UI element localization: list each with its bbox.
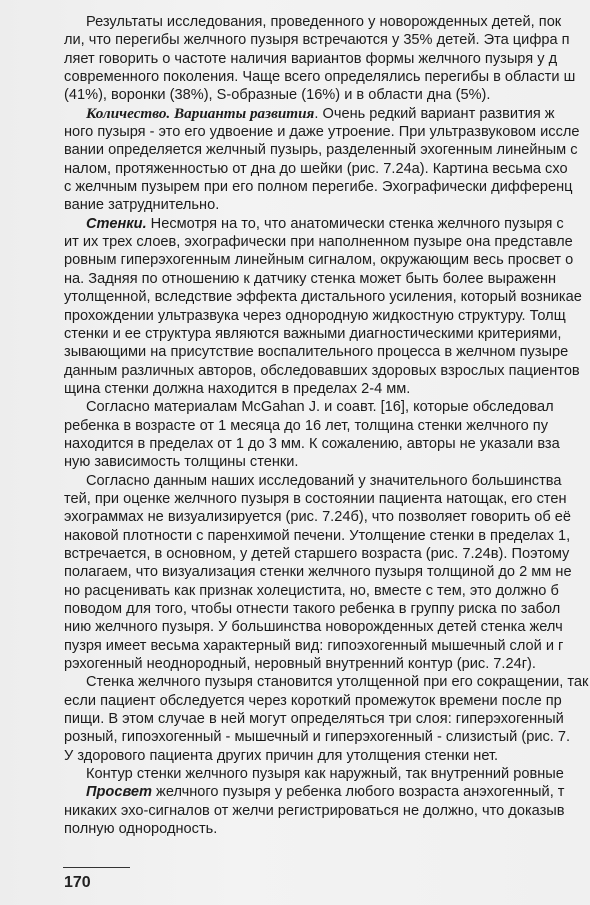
text-line: [64, 783, 590, 801]
line-text: розный, гипоэхогенный - мышечный и гиперэхогенный - слизистый (рис. 7.: [64, 729, 571, 746]
line-text: наковой плотности с паренхимой печени. Утолщение стенки в пределах 1,: [64, 527, 571, 544]
line-text: полную однородность.: [64, 821, 218, 838]
text-line: [64, 13, 590, 31]
text-line: [64, 728, 590, 746]
text-line: [64, 655, 590, 673]
footer-rule: [63, 867, 130, 868]
text-line: [64, 508, 590, 526]
text-line: [64, 233, 590, 251]
text-line: [64, 270, 590, 288]
line-text: вание затруднительно.: [64, 197, 220, 214]
line-text: зывающими на присутствие воспалительного процесса в желчном пузыре: [64, 344, 569, 361]
line-text: (41%), воронки (38%), S-образные (16%) и в области дна (5%).: [64, 87, 491, 104]
line-text: полагаем, что визуализация стенки желчного пузыря толщиной до 2 мм не: [64, 564, 572, 581]
text-line: [64, 178, 590, 196]
text-line: [64, 398, 590, 416]
text-line: [64, 123, 590, 141]
text-line: [64, 747, 590, 765]
line-text: рэхогенный неоднородный, неровный внутренний контур (рис. 7.24г).: [64, 656, 536, 673]
section-heading: Количество. Варианты развития: [86, 104, 315, 122]
line-text: данным различных авторов, обследовавших здоровых взрослых пациентов: [64, 362, 580, 379]
line-text: пищи. В этом случае в ней могут определяться три слоя: гиперэхогенный: [64, 711, 564, 728]
line-text: Согласно данным наших исследований у значительного большинства: [86, 472, 562, 489]
text-line: [64, 343, 590, 361]
line-text: . Очень редкий вариант развития ж: [314, 105, 555, 122]
line-text: встречается, в основном, у детей старшего возраста (рис. 7.24в). Поэтому: [64, 545, 570, 562]
line-text: тей, при оценке желчного пузыря в состоянии пациента натощак, его стен: [64, 490, 567, 507]
text-line: [64, 765, 590, 783]
text-line: [64, 380, 590, 398]
text-line: [64, 802, 590, 820]
text-line: [64, 307, 590, 325]
text-line: [64, 637, 590, 655]
line-text: пузря имеет весьма характерный вид: гипоэхогенный мышечный слой и г: [64, 637, 564, 654]
text-line: [64, 527, 590, 545]
line-text: на. Задняя по отношению к датчику стенка может быть более выраженн: [64, 270, 557, 287]
text-line: [64, 618, 590, 636]
text-line: [64, 600, 590, 618]
line-text: ит их трех слоев, эхографически при наполненном пузыре она представле: [64, 234, 573, 251]
line-text: прохождении ультразвука через однородную жидкостную структуру. Толщ: [64, 307, 566, 324]
text-line: [64, 141, 590, 159]
line-text: никаких эхо-сигналов от желчи регистрироваться не должно, что доказыв: [64, 802, 565, 819]
text-line: [64, 50, 590, 68]
line-text: ляет говорить о частоте наличия вариантов формы желчного пузыря у д: [64, 50, 558, 67]
text-line: [64, 435, 590, 453]
text-line: [64, 362, 590, 380]
page-number: 170: [64, 874, 91, 891]
line-text: Результаты исследования, проведенного у новорожденных детей, пок: [86, 14, 562, 30]
line-text: Контур стенки желчного пузыря как наружный, так внутренний ровные: [86, 766, 564, 783]
line-text: ли, что перегибы желчного пузыря встречаются у 35% детей. Эта цифра п: [64, 32, 570, 49]
section-heading: Просвет: [86, 784, 152, 801]
line-text: утолщенной, вследствие эффекта дистального усиления, который возникае: [64, 289, 582, 306]
line-text: ровным гиперэхогенным линейным сигналом, окружающим весь просвет о: [64, 252, 574, 269]
line-text: стенки и ее структура являются важными диагностическими критериями,: [64, 325, 562, 342]
text-line: [64, 215, 590, 233]
text-line: [64, 820, 590, 838]
line-text: желчного пузыря у ребенка любого возраста анэхогенный, т: [152, 784, 565, 801]
body-text: [64, 13, 590, 838]
line-text: налом, протяженностью от дна до шейки (рис. 7.24а). Картина весьма схо: [64, 160, 568, 177]
line-text: ребенка в возрасте от 1 месяца до 16 лет, толщина стенки желчного пу: [64, 417, 549, 434]
text-line: [64, 453, 590, 471]
line-text: находится в пределах от 1 до 3 мм. К сожалению, авторы не указали вза: [64, 435, 560, 452]
line-text: щина стенки должна находится в пределах 2-4 мм.: [64, 380, 411, 397]
line-text: эхограммах не визуализируется (рис. 7.24б), что позволяет говорить об её: [64, 509, 572, 526]
line-text: если пациент обследуется через короткий промежуток времени после пр: [64, 692, 562, 709]
line-text: с желчным пузырем при его полном перегибе. Эхографически дифференц: [64, 179, 573, 196]
text-line: [64, 472, 590, 490]
line-text: вании определяется желчный пузырь, разделенный эхогенным линейным с: [64, 142, 578, 159]
line-text: ную зависимость толщины стенки.: [64, 454, 299, 471]
line-text: ного пузыря - это его удвоение и даже утроение. При ультразвуковом иссле: [64, 124, 580, 141]
text-line: [64, 710, 590, 728]
line-text: современного поколения. Чаще всего определялись перегибы в области ш: [64, 69, 576, 86]
text-line: [64, 288, 590, 306]
line-text: Стенка желчного пузыря становится утолщенной при его сокращении, так: [86, 674, 589, 691]
text-line: [64, 673, 590, 691]
text-line: [64, 160, 590, 178]
line-text: нию желчного пузыря. У большинства новорожденных детей стенка желч: [64, 619, 563, 636]
text-line: [64, 251, 590, 269]
section-heading: Стенки.: [86, 215, 147, 232]
line-text: Согласно материалам McGahan J. и соавт. [16], которые обследовал: [86, 399, 554, 416]
line-text: У здорового пациента других причин для утолщения стенки нет.: [64, 747, 499, 764]
text-line: [64, 563, 590, 581]
text-line: [64, 692, 590, 710]
text-line: [64, 68, 590, 86]
line-text: поводом для того, чтобы отнести такого ребенка в группу риска по забол: [64, 601, 561, 617]
text-line: [64, 196, 590, 214]
text-line: [64, 417, 590, 435]
text-line: [64, 86, 590, 104]
line-text: но расценивать как признак холецистита, но, вместе с тем, это должно б: [64, 582, 559, 599]
text-line: [64, 582, 590, 600]
text-line: [64, 105, 590, 123]
text-line: [64, 490, 590, 508]
text-line: [64, 325, 590, 343]
line-text: Несмотря на то, что анатомически стенка желчного пузыря с: [146, 215, 564, 232]
text-line: [64, 31, 590, 49]
text-line: [64, 545, 590, 563]
